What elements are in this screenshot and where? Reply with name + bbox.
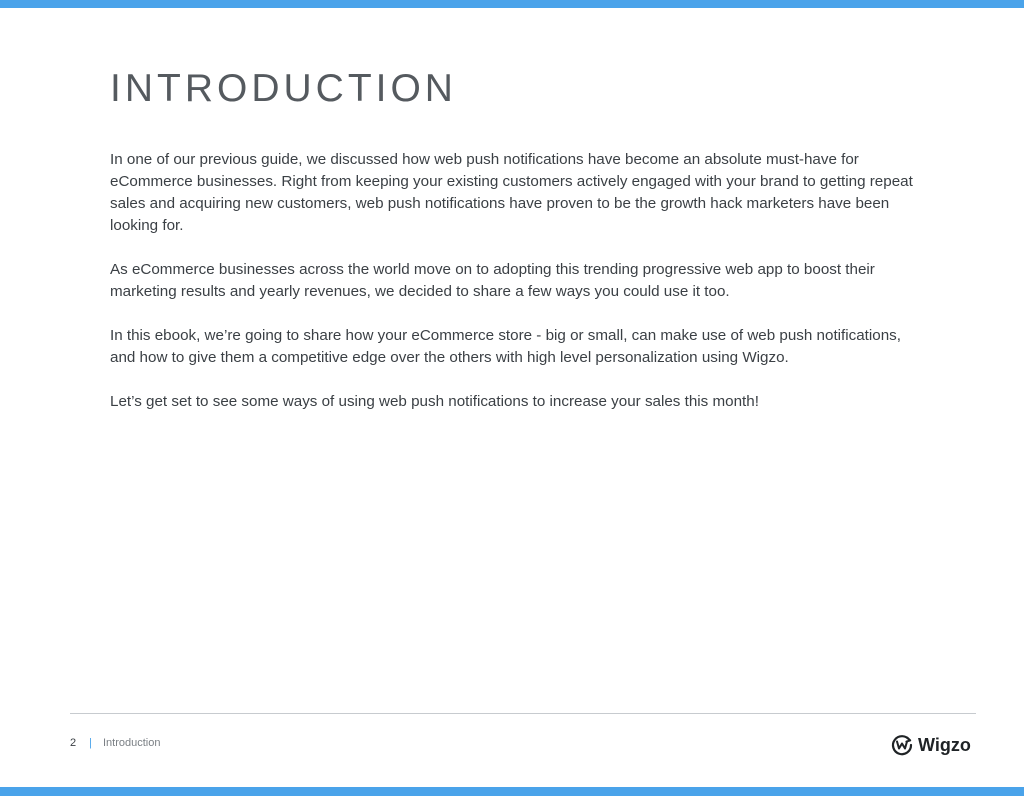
footer-page-info — [70, 736, 160, 750]
footer-divider — [70, 713, 976, 714]
paragraph-3: In this ebook, we’re going to share how your eCommerce store - big or small, can make use of web push notifications, and how to give them a competitive edge over the others with high level personalization using Wigzo. — [110, 327, 901, 366]
body-text — [110, 149, 930, 435]
page-title: INTRODUCTION — [110, 67, 457, 110]
paragraph-1: In one of our previous guide, we discussed how web push notifications have become an absolute must-have for eCommerce businesses. Right from keeping your existing customers actively engaged with your brand to getting repeat sales and acquiring new customers, web push notifications have proven to be the growth hack marketers have been looking for. — [110, 151, 913, 234]
footer-section-name: Introduction — [102, 737, 161, 749]
paragraph-2: As eCommerce businesses across the world move on to adopting this trending progressive web app to boost their marketing results and yearly revenues, we decided to share a few ways you could use it too. — [110, 261, 875, 300]
wigzo-logo — [890, 733, 971, 757]
paragraph-4: Let’s get set to see some ways of using web push notifications to increase your sales this month! — [110, 393, 759, 410]
bottom-accent-bar — [0, 787, 1024, 796]
logo-wordmark: Wigzo — [918, 735, 971, 755]
top-accent-bar — [0, 0, 1024, 8]
page-number: 2 — [70, 737, 77, 749]
footer-separator: | — [89, 737, 92, 749]
wigzo-w-circle-icon — [890, 733, 914, 757]
